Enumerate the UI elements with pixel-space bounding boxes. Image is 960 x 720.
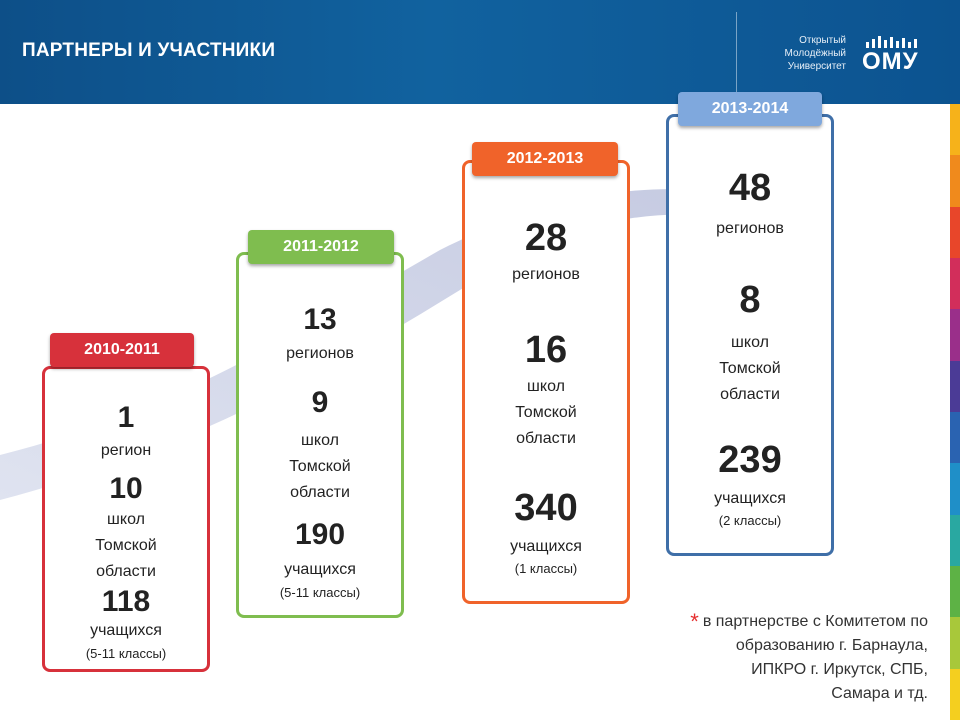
panel-2012-2013 xyxy=(462,160,630,604)
schools-number: 10 xyxy=(109,472,143,505)
students-note: (2 классы) xyxy=(718,513,782,528)
year-tab-2011-2012: 2011-2012 xyxy=(248,230,394,264)
schools-label: школ xyxy=(731,334,769,351)
footnote-line: ИПКРО г. Иркутск, СПБ, xyxy=(751,661,928,678)
students-note: (1 классы) xyxy=(514,561,578,576)
regions-number: 48 xyxy=(728,167,772,209)
students-note: (5-11 классы) xyxy=(85,646,167,661)
year-tab-2013-2014: 2013-2014 xyxy=(678,92,822,126)
students-label: учащихся xyxy=(714,490,786,507)
schools-label: Томской xyxy=(515,404,577,421)
panel-2011-2012 xyxy=(236,252,404,618)
page-title: ПАРТНЕРЫ И УЧАСТНИКИ xyxy=(22,40,276,61)
footnote-line xyxy=(590,610,928,634)
schools-label: области xyxy=(720,386,780,403)
year-tab-2010-2011: 2010-2011 xyxy=(50,333,194,367)
logo-line: Открытый xyxy=(799,35,846,46)
schools-label: Томской xyxy=(95,537,157,554)
footnote-star: * xyxy=(690,609,699,634)
regions-label: регионов xyxy=(716,220,784,237)
schools-label: области xyxy=(290,484,350,501)
students-label: учащихся xyxy=(510,538,582,555)
schools-label: области xyxy=(516,430,576,447)
year-tab-2012-2013: 2012-2013 xyxy=(472,142,618,176)
students-note: (5-11 классы) xyxy=(279,585,361,600)
regions-number: 1 xyxy=(117,401,135,434)
schools-number: 9 xyxy=(311,386,329,419)
regions-label: регионов xyxy=(286,345,354,362)
schools-number: 8 xyxy=(739,279,761,321)
students-number: 190 xyxy=(294,518,346,551)
footnote-line: Самара и тд. xyxy=(831,685,928,702)
schools-label: Томской xyxy=(719,360,781,377)
panel-2010-2011 xyxy=(42,366,210,672)
logo-mark: ОМУ xyxy=(862,48,919,75)
schools-label: школ xyxy=(301,432,339,449)
regions-label: регионов xyxy=(512,266,580,283)
schools-number: 16 xyxy=(524,329,568,371)
schools-label: школ xyxy=(107,511,145,528)
regions-number: 13 xyxy=(303,303,337,336)
schools-label: школ xyxy=(527,378,565,395)
schools-label: области xyxy=(96,563,156,580)
footnote-text: в партнерстве с Комитетом по xyxy=(702,613,928,630)
footnote-line: образованию г. Барнаула, xyxy=(735,637,928,654)
schools-label: Томской xyxy=(289,458,351,475)
logo-line: Университет xyxy=(787,61,846,72)
students-label: учащихся xyxy=(90,622,162,639)
students-label: учащихся xyxy=(284,561,356,578)
logo-line: Молодёжный xyxy=(784,48,846,59)
footnote xyxy=(590,610,928,706)
regions-number: 28 xyxy=(524,217,568,259)
regions-label: регион xyxy=(100,442,152,459)
students-number: 340 xyxy=(514,487,578,529)
students-number: 239 xyxy=(718,439,782,481)
panel-2013-2014 xyxy=(666,114,834,556)
students-number: 118 xyxy=(101,585,151,618)
